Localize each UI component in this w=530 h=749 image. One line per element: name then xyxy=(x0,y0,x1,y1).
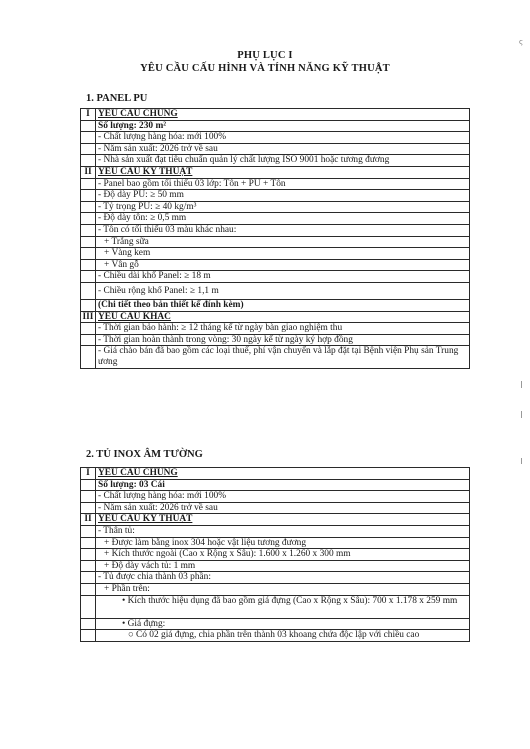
requirement-text xyxy=(96,178,470,190)
requirement-row xyxy=(81,346,470,369)
row-number xyxy=(81,213,96,225)
requirement-text xyxy=(96,282,470,299)
row-number: II xyxy=(81,166,96,178)
row-number xyxy=(81,323,96,335)
requirement-text xyxy=(96,525,470,537)
requirement-label: - Thời gian bảo hành: ≥ 12 tháng kể từ ngày bàn giao nghiệm thu xyxy=(98,323,343,334)
requirement-text xyxy=(96,259,470,271)
row-number xyxy=(81,259,96,271)
requirement-row xyxy=(81,224,470,236)
row-number: I xyxy=(81,468,96,480)
requirement-label: - Nhà sản xuất đạt tiêu chuẩn quản lý chất lượng ISO 9001 hoặc tương đương xyxy=(98,155,390,166)
row-number xyxy=(81,334,96,346)
requirement-label: • Giá đựng: xyxy=(122,618,166,629)
requirement-label: Số lượng: 230 m² xyxy=(98,120,167,131)
requirement-row xyxy=(81,143,470,155)
page-corner-mark: ς xyxy=(519,38,524,46)
requirement-row xyxy=(81,155,470,167)
requirement-row xyxy=(81,560,470,572)
requirement-row xyxy=(81,213,470,225)
requirement-row xyxy=(81,259,470,271)
requirement-row xyxy=(81,572,470,584)
row-number xyxy=(81,502,96,514)
requirement-row xyxy=(81,514,470,526)
group-header xyxy=(96,514,470,526)
row-number xyxy=(81,583,96,595)
requirement-text xyxy=(96,537,470,549)
requirement-text xyxy=(96,502,470,514)
requirement-label: YÊU CẦU CHUNG xyxy=(98,109,178,119)
requirement-row xyxy=(81,537,470,549)
requirement-label: YÊU CẦU KỸ THUẬT xyxy=(98,514,193,525)
requirement-row xyxy=(81,178,470,190)
requirement-label: - Tôn có tối thiểu 03 màu khác nhau: xyxy=(98,224,237,235)
requirement-text xyxy=(96,334,470,346)
requirement-text xyxy=(96,120,470,132)
row-number xyxy=(81,282,96,299)
requirement-row xyxy=(81,120,470,132)
requirement-text xyxy=(96,630,470,642)
row-number xyxy=(81,618,96,630)
requirement-row xyxy=(81,630,470,642)
requirement-text xyxy=(96,132,470,144)
requirement-label: - Tỷ trọng PU: ≥ 40 kg/m³ xyxy=(98,201,197,212)
requirement-row xyxy=(81,132,470,144)
requirement-label: - Năm sản xuất: 2026 trở về sau xyxy=(98,502,218,513)
requirement-label: - Chất lượng hàng hóa: mới 100% xyxy=(98,491,226,502)
panel-pu-requirements-table xyxy=(80,108,470,369)
requirement-row xyxy=(81,109,470,121)
requirement-text xyxy=(96,583,470,595)
requirement-label: + Độ dày vách tủ: 1 mm xyxy=(104,560,196,571)
row-number xyxy=(81,572,96,584)
requirement-label: - Chiều rộng khổ Panel: ≥ 1,1 m xyxy=(98,285,219,296)
requirement-label: + Được làm bằng inox 304 hoặc vật liệu tương đương xyxy=(104,537,307,548)
row-number xyxy=(81,299,96,311)
row-number xyxy=(81,491,96,503)
row-number xyxy=(81,236,96,248)
group-header xyxy=(96,166,470,178)
requirement-row xyxy=(81,491,470,503)
requirement-text xyxy=(96,618,470,630)
requirement-text xyxy=(96,224,470,236)
row-number: I xyxy=(81,109,96,121)
requirement-text xyxy=(96,323,470,335)
requirement-row xyxy=(81,236,470,248)
requirement-text xyxy=(96,213,470,225)
requirement-label: ○ Có 02 giá đựng, chia phần trên thành 03 khoang chứa độc lập với chiều cao xyxy=(128,630,420,641)
requirement-label: + Vàng kem xyxy=(104,248,151,259)
section-2-title: 2. TỦ INOX ÂM TƯỜNG xyxy=(86,449,203,460)
requirement-text xyxy=(96,190,470,202)
row-number xyxy=(81,560,96,572)
row-number xyxy=(81,537,96,549)
row-number: II xyxy=(81,514,96,526)
scan-mark xyxy=(521,381,522,388)
row-number xyxy=(81,271,96,283)
requirement-row xyxy=(81,618,470,630)
row-number xyxy=(81,525,96,537)
requirement-text xyxy=(96,236,470,248)
row-number xyxy=(81,479,96,491)
requirement-row xyxy=(81,549,470,561)
requirement-row xyxy=(81,479,470,491)
row-number xyxy=(81,155,96,167)
requirement-row xyxy=(81,323,470,335)
requirement-row xyxy=(81,334,470,346)
row-number xyxy=(81,248,96,260)
requirement-row xyxy=(81,299,470,311)
appendix-title: PHỤ LỤC I xyxy=(237,50,293,61)
requirement-row xyxy=(81,166,470,178)
row-number xyxy=(81,190,96,202)
requirement-row xyxy=(81,583,470,595)
requirement-text xyxy=(96,271,470,283)
inox-cabinet-requirements-table xyxy=(80,467,470,642)
requirement-row xyxy=(81,525,470,537)
row-number xyxy=(81,143,96,155)
requirement-label: + Kích thước ngoài (Cao x Rộng x Sâu): 1.600 x 1.260 x 300 mm xyxy=(104,549,351,560)
requirement-label: Số lượng: 03 Cái xyxy=(98,479,165,490)
requirement-label: YÊU CẦU KHÁC xyxy=(98,311,171,322)
row-number xyxy=(81,132,96,144)
requirement-text xyxy=(96,155,470,167)
requirement-text xyxy=(96,143,470,155)
requirement-row xyxy=(81,190,470,202)
row-number: III xyxy=(81,311,96,323)
requirement-row xyxy=(81,248,470,260)
requirement-text xyxy=(96,346,470,369)
requirement-label: + Vân gỗ xyxy=(104,259,139,270)
row-number xyxy=(81,595,96,618)
row-number xyxy=(81,549,96,561)
requirement-row xyxy=(81,502,470,514)
requirement-label: + Phần trên: xyxy=(104,583,150,594)
requirement-text xyxy=(96,491,470,503)
scan-mark xyxy=(521,411,522,418)
group-header xyxy=(96,468,470,480)
requirement-label: YÊU CẦU KỸ THUẬT xyxy=(98,166,193,177)
requirement-label: - Thời gian hoàn thành trong vòng: 30 ngày kể từ ngày ký hợp đồng xyxy=(98,334,353,345)
appendix-subtitle: YÊU CẦU CẤU HÌNH VÀ TÍNH NĂNG KỸ THUẬT xyxy=(140,63,390,74)
row-number xyxy=(81,224,96,236)
row-number xyxy=(81,630,96,642)
row-number xyxy=(81,201,96,213)
requirement-label: - Panel bao gồm tối thiểu 03 lớp: Tôn + PU + Tôn xyxy=(98,178,286,189)
requirement-label: - Chất lượng hàng hóa: mới 100% xyxy=(98,132,226,143)
requirement-row xyxy=(81,595,470,618)
requirement-label: - Độ dày tôn: ≥ 0,5 mm xyxy=(98,213,187,224)
requirement-label: - Tủ được chia thành 03 phần: xyxy=(98,572,211,583)
row-number xyxy=(81,178,96,190)
requirement-text xyxy=(96,201,470,213)
group-header xyxy=(96,109,470,121)
requirement-label: YÊU CẦU CHUNG xyxy=(98,468,178,478)
requirement-label: - Độ dày PU: ≥ 50 mm xyxy=(98,190,184,201)
requirement-label: + Trắng sữa xyxy=(104,236,149,247)
requirement-text xyxy=(96,479,470,491)
group-header xyxy=(96,311,470,323)
requirement-label: - Giá chào bán đã bao gồm các loại thuế, phí vận chuyển và lắp đặt tại Bệnh viện Phụ sản Trung ương xyxy=(98,346,459,367)
requirement-label: • Kích thước hiệu dụng đã bao gồm giá đựng (Cao x Rộng x Sâu): 700 x 1.178 x 259 mm xyxy=(122,595,458,606)
requirement-text xyxy=(96,572,470,584)
requirement-label: - Năm sản xuất: 2026 trở về sau xyxy=(98,143,218,154)
requirement-text xyxy=(96,248,470,260)
requirement-row xyxy=(81,282,470,299)
requirement-label: - Chiều dài khổ Panel: ≥ 18 m xyxy=(98,271,211,282)
section-1-title: 1. PANEL PU xyxy=(86,93,148,104)
requirement-row xyxy=(81,201,470,213)
requirement-row xyxy=(81,271,470,283)
requirement-text xyxy=(96,299,470,311)
requirement-text xyxy=(96,549,470,561)
requirement-text xyxy=(96,560,470,572)
requirement-text xyxy=(96,595,470,618)
scan-mark xyxy=(521,458,522,464)
requirement-row xyxy=(81,311,470,323)
row-number xyxy=(81,120,96,132)
requirement-label: - Thân tủ: xyxy=(98,525,135,536)
requirement-label: (Chi tiết theo bản thiết kế đính kèm) xyxy=(98,299,244,310)
requirement-row xyxy=(81,468,470,480)
row-number xyxy=(81,346,96,369)
